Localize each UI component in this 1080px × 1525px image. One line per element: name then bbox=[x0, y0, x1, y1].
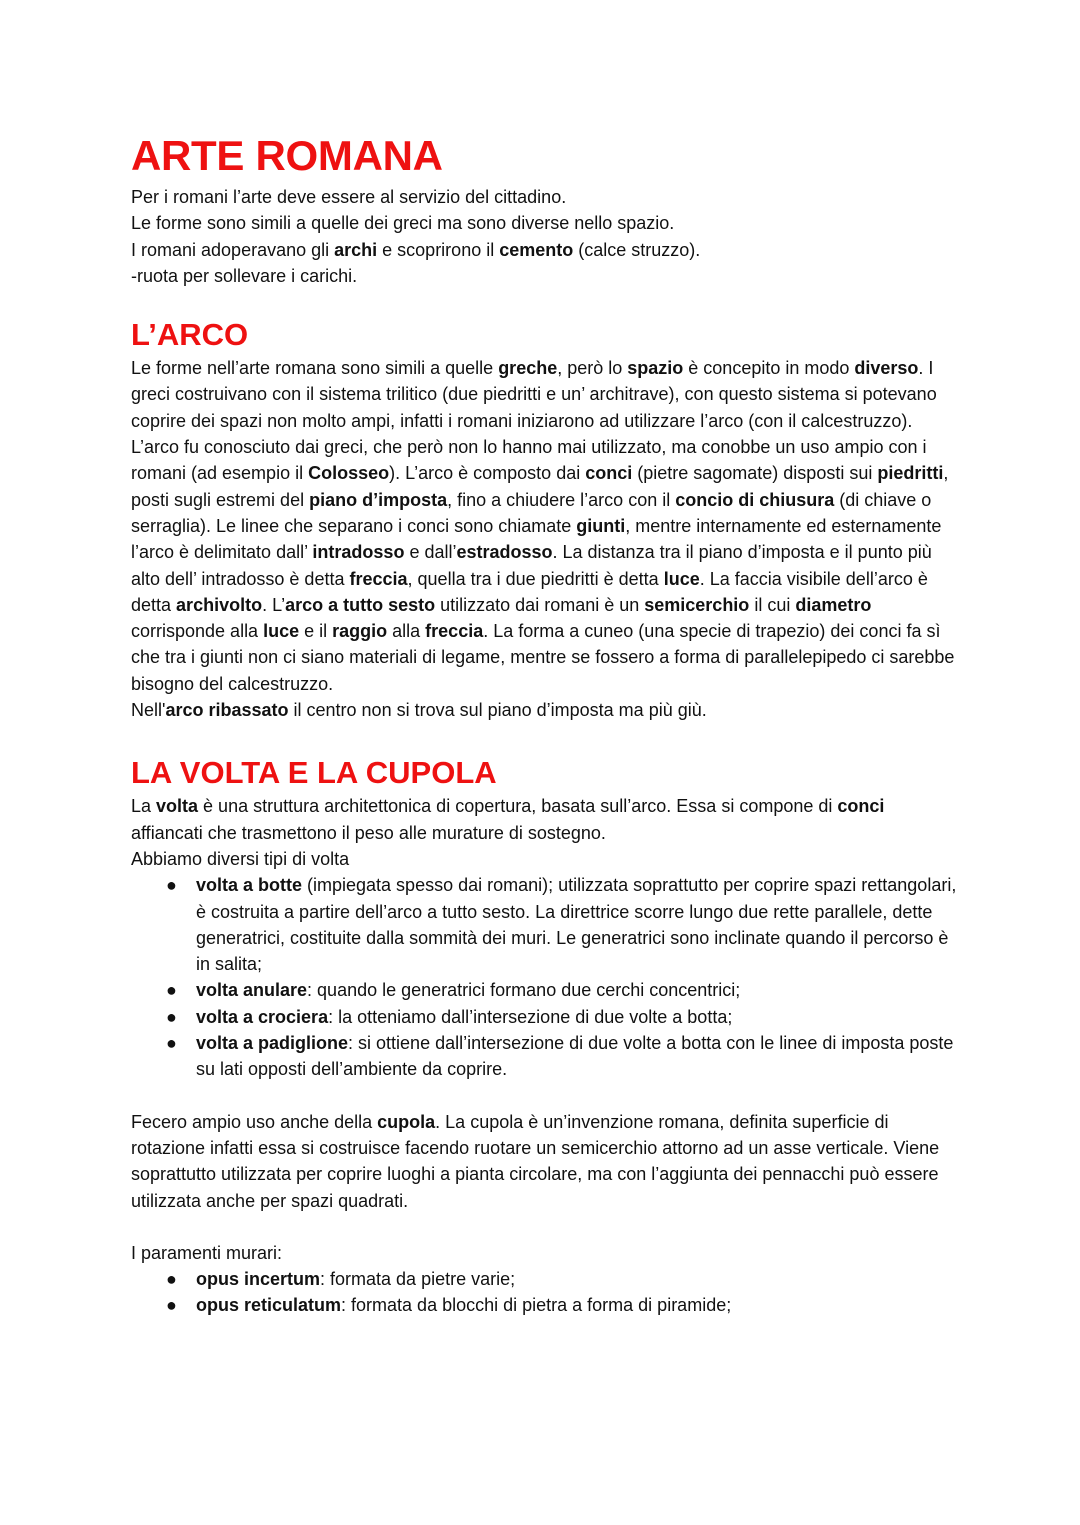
bold-term: volta a padiglione bbox=[196, 1033, 349, 1054]
list-item bbox=[131, 872, 961, 977]
list-item-text: opus incertum: formata da pietre varie; bbox=[196, 1269, 516, 1290]
arco-paragraph: Nell'arco ribassato il centro non si trova sul piano d’imposta ma più giù. bbox=[131, 700, 707, 721]
bullet-icon: ● bbox=[166, 1269, 177, 1290]
intro-line: Per i romani l’arte deve essere al servizio del cittadino. bbox=[131, 187, 567, 207]
bold-term: volta a botte bbox=[196, 875, 303, 896]
bullet-icon: ● bbox=[166, 1295, 177, 1316]
volta-paragraph: La volta è una struttura architettonica di copertura, basata sull’arco. Essa si compone di conci affiancati che trasmettono il peso alle murature di sostegno. bbox=[131, 796, 885, 843]
bold-term: opus incertum bbox=[196, 1269, 321, 1290]
bold-term: opus reticulatum bbox=[196, 1295, 342, 1316]
bold-term: intradosso bbox=[312, 542, 405, 563]
bold-term: luce bbox=[263, 621, 300, 642]
bold-term: volta anulare bbox=[196, 980, 308, 1001]
bold-term: cemento bbox=[499, 239, 574, 260]
bold-term: semicerchio bbox=[644, 594, 750, 615]
bold-term: arco a tutto sesto bbox=[285, 594, 436, 615]
bullet-icon: ● bbox=[166, 875, 177, 896]
bold-term: archi bbox=[334, 239, 378, 260]
bold-term: luce bbox=[663, 568, 700, 589]
document-content bbox=[131, 128, 961, 1319]
bold-term: piano d’imposta bbox=[309, 489, 448, 510]
bold-term: freccia bbox=[425, 621, 484, 642]
bold-term: Colosseo bbox=[308, 463, 390, 484]
bullet-icon: ● bbox=[166, 980, 177, 1001]
bold-term: diametro bbox=[795, 594, 872, 615]
section-arco bbox=[131, 315, 961, 723]
bold-term: conci bbox=[837, 796, 885, 817]
bold-term: cupola bbox=[377, 1111, 436, 1132]
section-heading-volta: LA VOLTA E LA CUPOLA bbox=[131, 755, 497, 791]
bold-term: archivolto bbox=[176, 594, 263, 615]
paramenti-label: I paramenti murari: bbox=[131, 1242, 283, 1263]
bold-term: spazio bbox=[627, 358, 684, 379]
list-item bbox=[131, 1030, 961, 1083]
bold-term: piedritti bbox=[877, 463, 944, 484]
list-item bbox=[131, 1292, 961, 1318]
section-volta bbox=[131, 753, 961, 1318]
section-heading-arco: L’ARCO bbox=[131, 317, 249, 353]
bold-term: conci bbox=[585, 463, 633, 484]
arco-paragraph: L’arco fu conosciuto dai greci, che però non lo hanno mai utilizzato, ma conobbe un uso ampio con i romani (ad esempio il Colosseo). L’arco è composto dai conci (pietre sagomate) disposti sui piedritti, posti sugli estremi del piano d’imposta, fino a chiudere l’arco con il concio di chiusura (di chiave o serraglia). Le linee che separano i conci sono chiamate giunti, mentre internamente ed esternamente l’arco è delimitato dall’ intradosso e dall’estradosso. La distanza tra il piano d’imposta e il punto più alto dell’ intradosso è detta freccia, quella tra i due piedritti è detta luce. La faccia visibile dell’arco è detta archivolto. L’arco a tutto sesto utilizzato dai romani è un semicerchio il cui diametro corrisponde alla luce e il raggio alla freccia. La forma a cuneo (una specie di trapezio) dei conci fa sì che tra i giunti non ci siano materiali di legame, mentre se fossero a forma di parallelepipedo ci sarebbe bisogno del calcestruzzo. bbox=[131, 437, 955, 694]
list-item-text: volta anulare: quando le generatrici formano due cerchi concentrici; bbox=[196, 980, 741, 1001]
bold-term: greche bbox=[498, 358, 558, 379]
bold-term: arco ribassato bbox=[165, 700, 289, 721]
bold-term: freccia bbox=[349, 568, 408, 589]
list-item-text: volta a padiglione: si ottiene dall’intersezione di due volte a botta con le linee di imposta poste su lati opposti dell’ambiente da coprire. bbox=[196, 1033, 954, 1080]
spacer bbox=[131, 1083, 961, 1109]
arco-paragraph: Le forme nell’arte romana sono simili a quelle greche, però lo spazio è concepito in modo diverso. I greci costruivano con il sistema trilitico (due piedritti e un’ architrave), con questo sistema si potevano coprire dei spazi non molto ampi, infatti i romani iniziarono ad utilizzare l’arco (con il calcestruzzo). bbox=[131, 358, 937, 431]
bold-term: concio di chiusura bbox=[675, 489, 835, 510]
bullet-icon: ● bbox=[166, 1033, 177, 1054]
volta-paragraph: Abbiamo diversi tipi di volta bbox=[131, 848, 350, 869]
intro-line: -ruota per sollevare i carichi. bbox=[131, 265, 358, 286]
list-item-text: volta a botte (impiegata spesso dai romani); utilizzata soprattutto per coprire spazi rettangolari, è costruita a partire dell’arco a tutto sesto. La direttrice scorre lungo due rette parallele, dette generatrici, costituite dalla sommità dei muri. Le generatrici sono inclinate quando il percorso è in salita; bbox=[196, 875, 957, 975]
bullet-icon: ● bbox=[166, 1006, 177, 1027]
bold-term: giunti bbox=[576, 515, 626, 536]
paramenti-list bbox=[131, 1266, 961, 1319]
bold-term: estradosso bbox=[456, 542, 553, 563]
page-title: ARTE ROMANA bbox=[131, 132, 443, 179]
bold-term: diverso bbox=[854, 358, 919, 379]
volta-types-list bbox=[131, 872, 961, 1082]
list-item bbox=[131, 1004, 961, 1030]
list-item-text: volta a crociera: la otteniamo dall’intersezione di due volte a botta; bbox=[196, 1006, 733, 1027]
spacer bbox=[131, 1214, 961, 1240]
intro-block bbox=[131, 184, 961, 289]
intro-line: Le forme sono simili a quelle dei greci ma sono diverse nello spazio. bbox=[131, 213, 675, 234]
intro-line: I romani adoperavano gli archi e scoprirono il cemento (calce struzzo). bbox=[131, 239, 701, 260]
list-item-text: opus reticulatum: formata da blocchi di pietra a forma di piramide; bbox=[196, 1295, 732, 1316]
cupola-paragraph: Fecero ampio uso anche della cupola. La cupola è un’invenzione romana, definita superficie di rotazione infatti essa si costruisce facendo ruotare un semicerchio attorno ad un asse verticale. Viene soprattutto utilizzata per coprire luoghi a pianta circolare, ma con l’aggiunta dei pennacchi può essere utilizzata anche per spazi quadrati. bbox=[131, 1111, 940, 1211]
bold-term: volta a crociera bbox=[196, 1006, 329, 1027]
bold-term: raggio bbox=[332, 621, 388, 642]
bold-term: volta bbox=[156, 796, 199, 817]
list-item bbox=[131, 977, 961, 1003]
list-item bbox=[131, 1266, 961, 1292]
